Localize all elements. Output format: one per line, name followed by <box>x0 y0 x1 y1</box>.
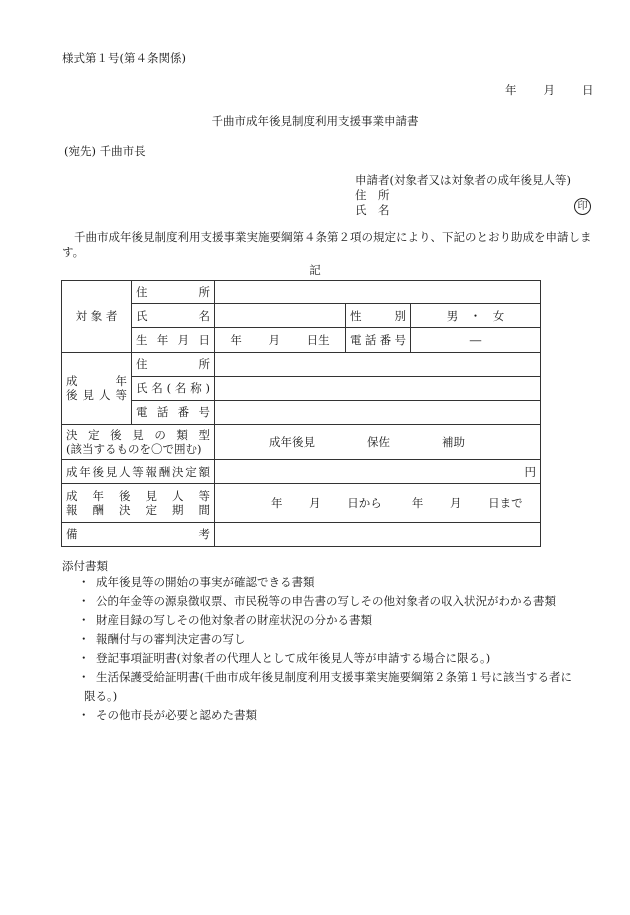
applicant-name-label: 氏 名 <box>355 203 390 217</box>
list-item <box>62 649 602 668</box>
list-item <box>62 573 602 592</box>
application-table <box>61 280 541 547</box>
page-title: 千曲市成年後見制度利用支援事業申請書 <box>211 114 419 128</box>
list-item <box>62 630 602 649</box>
application-statement-text: 千曲市成年後見制度利用支援事業実施要綱第４条第２項の規定により、下記のとおり助成を申請します。 <box>62 230 592 259</box>
list-item-text: 公的年金等の源泉徴収票、市民税等の申告書の写しその他対象者の収入状況がわかる書類 <box>96 594 556 608</box>
date-year: 年 <box>505 83 517 97</box>
subject-name-field[interactable] <box>215 304 346 328</box>
subject-address-field[interactable] <box>215 281 541 304</box>
list-item <box>62 668 602 687</box>
bullet: ・ <box>78 708 90 722</box>
list-item-text: 財産目録の写しその他対象者の財産状況の分かる書類 <box>96 613 372 627</box>
decision-type-note: (該当するものを〇で囲む) <box>66 442 202 457</box>
option-adult-guardian[interactable]: 成年後見 <box>269 435 315 450</box>
fee-amount-field[interactable] <box>215 460 541 484</box>
guardian-phone-label: 電話番号 <box>132 400 215 424</box>
bullet: ・ <box>78 670 90 684</box>
guardian-address-field[interactable] <box>215 352 541 376</box>
remarks-field[interactable] <box>215 522 541 546</box>
list-item-text: 生活保護受給証明書(千曲市成年後見制度利用支援事業実施要綱第２条第１号に該当する者に <box>96 670 572 684</box>
phone-label: 電話番号 <box>346 328 411 352</box>
phone-field[interactable]: ― <box>411 328 541 352</box>
attachments-title: 添付書類 <box>62 559 108 573</box>
form-number: 様式第１号(第４条関係) <box>62 51 186 65</box>
subject-label: 対 象 者 <box>62 281 132 353</box>
fee-period-label <box>62 484 215 522</box>
attachments-list <box>62 573 602 725</box>
application-statement <box>62 230 592 260</box>
list-item <box>62 592 602 611</box>
guardian-name-field[interactable] <box>215 376 541 400</box>
list-item <box>62 611 602 630</box>
guardian-address-label: 住所 <box>132 352 215 376</box>
list-item <box>62 706 602 725</box>
date-day: 日 <box>582 83 594 97</box>
fee-period-to[interactable]: 年 月 日まで <box>411 496 523 511</box>
bullet: ・ <box>78 613 90 627</box>
list-item-text: 成年後見等の開始の事実が確認できる書類 <box>96 575 315 589</box>
fee-period-from[interactable]: 年 月 日から <box>271 496 382 511</box>
decision-type-label <box>62 425 215 460</box>
list-item-text: その他市長が必要と認めた書類 <box>96 708 257 722</box>
seal-mark: 印 <box>574 198 591 215</box>
gender-label: 性別 <box>346 304 411 328</box>
date-line <box>505 82 594 98</box>
option-curatorship[interactable]: 保佐 <box>367 435 390 450</box>
guardian-phone-field[interactable] <box>215 400 541 424</box>
decision-type-title: 決定後見の類型 <box>66 428 210 443</box>
bullet: ・ <box>78 651 90 665</box>
option-assistance[interactable]: 補助 <box>442 435 465 450</box>
bullet: ・ <box>78 575 90 589</box>
bullet: ・ <box>78 632 90 646</box>
bullet: ・ <box>78 594 90 608</box>
fee-period-field[interactable] <box>215 484 541 522</box>
fee-period-label-line1: 成年後見人等 <box>66 489 210 504</box>
birth-date-field[interactable]: 年 月 日生 <box>215 328 346 352</box>
fee-period-label-line2: 報酬決定期間 <box>66 503 210 518</box>
list-item-continuation: 限る。) <box>84 689 118 703</box>
birth-date-label: 生年月日 <box>132 328 215 352</box>
guardian-name-label: 氏名(名称) <box>132 376 215 400</box>
list-item-text: 報酬付与の審判決定書の写し <box>96 632 246 646</box>
fee-unit: 円 <box>524 464 536 479</box>
gender-options[interactable]: 男 ・ 女 <box>411 304 541 328</box>
ki-heading: 記 <box>309 263 321 277</box>
guardian-label <box>62 352 132 425</box>
applicant-address-label: 住 所 <box>355 188 390 202</box>
subject-name-label: 氏名 <box>132 304 215 328</box>
fee-amount-label: 成年後見人等報酬決定額 <box>62 460 215 484</box>
guardian-label-line2: 後見人等 <box>66 388 127 403</box>
list-item-text: 登記事項証明書(対象者の代理人として成年後見人等が申請する場合に限る。) <box>96 651 491 665</box>
addressee: (宛先) 千曲市長 <box>64 144 146 158</box>
guardian-label-line1: 成 年 <box>66 374 127 389</box>
subject-address-label: 住所 <box>132 281 215 304</box>
remarks-label: 備考 <box>62 522 215 546</box>
decision-type-options[interactable] <box>215 425 541 460</box>
applicant-label: 申請者(対象者又は対象者の成年後見人等) <box>355 173 571 187</box>
date-month: 月 <box>543 83 555 97</box>
